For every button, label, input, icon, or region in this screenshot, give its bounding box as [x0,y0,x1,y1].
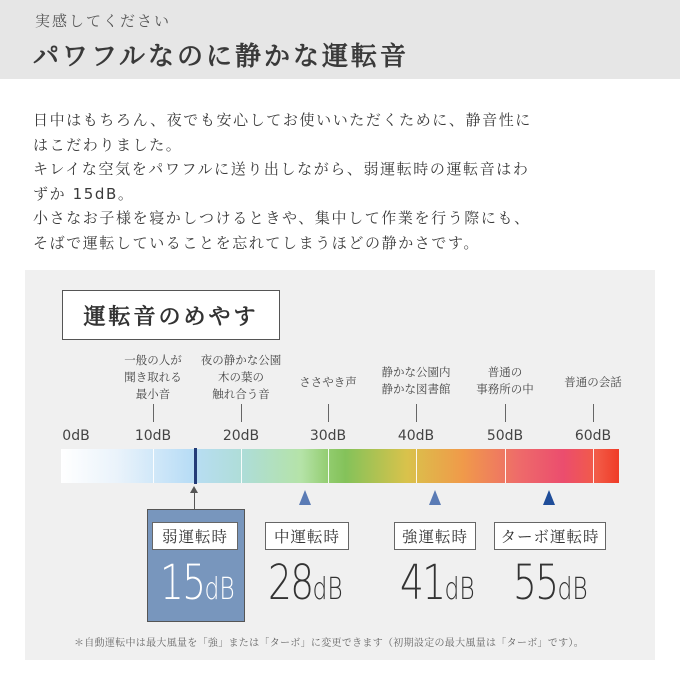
description-line: ずか 15dB。 [33,184,135,203]
scale-tick [416,404,417,422]
scale-tick [505,404,506,422]
bar-divider [416,449,417,483]
strong-mode-unit: dB [444,572,475,607]
example-line: 一般の人が [124,353,182,367]
medium-pointer-icon [299,490,311,505]
noise-guide-title: 運転音のめやす [62,290,280,340]
description-line: キレイな空気をパワフルに送り出しながら、弱運転時の運転音はわ [33,160,530,178]
bar-divider [241,449,242,483]
example-line: 触れ合う音 [212,387,270,401]
strong-mode-label: 強運転時 [394,522,476,550]
turbo-mode-value [513,555,588,611]
example-line: 普通の [487,365,523,379]
scale-label: 30dB [309,428,347,444]
footnote: ＊自動運転中は最大風量を「強」または「ターボ」に変更できます（初期設定の最大風量は「ターボ」です）。 [74,638,584,649]
scale-label: 10dB [134,428,172,444]
page-title: パワフルなのに静かな運転音 [33,42,409,72]
example-line: 木の葉の [218,370,264,384]
strong-mode-value [400,555,475,611]
noise-gradient-bar [61,449,619,483]
example-quiet-park-night [201,352,282,403]
example-line: 夜の静かな公園 [200,353,282,367]
strong-mode-number: 41 [400,555,445,611]
scale-tick [593,404,594,422]
scale-label: 40dB [397,428,435,444]
example-line: 普通の会話 [564,375,622,389]
example-minimum-audible [124,352,182,403]
scale-label: 20dB [222,428,260,444]
description-text [33,108,653,255]
medium-mode-unit: dB [312,572,343,607]
strong-pointer-icon [429,490,441,505]
example-library [382,364,451,398]
medium-mode-label: 中運転時 [265,522,349,550]
medium-mode-number: 28 [268,555,313,611]
header-subtitle: 実感してください [35,12,172,30]
description-line: 小さなお子様を寝かしつけるときや、集中して作業を行う際にも、 [33,209,531,227]
example-line: 静かな図書館 [381,382,451,396]
example-line: 最小音 [135,387,171,401]
scale-tick [153,404,154,422]
bar-divider [505,449,506,483]
weak-mode-number: 15 [160,555,205,611]
description-line: はこだわりました。 [33,135,183,154]
weak-mode-marker [194,448,197,484]
weak-connector [194,488,195,509]
medium-mode-value [268,555,343,611]
example-line: 聞き取れる [124,370,182,384]
weak-mode-label: 弱運転時 [152,522,238,550]
scale-label: 60dB [574,428,612,444]
example-line: 事務所の中 [476,382,534,396]
example-conversation [564,374,622,391]
turbo-pointer-icon [543,490,555,505]
scale-tick [241,404,242,422]
bar-divider [593,449,594,483]
scale-label: 0dB [62,428,90,444]
example-office [476,364,534,398]
example-line: ささやき声 [299,375,357,389]
turbo-mode-label: ターボ運転時 [494,522,606,550]
description-line: 日中はもちろん、夜でも安心してお使いいただくために、静音性に [33,111,532,129]
header-banner [0,0,680,79]
scale-label: 50dB [486,428,524,444]
weak-mode-value [160,555,235,611]
scale-tick [328,404,329,422]
weak-mode-unit: dB [204,572,235,607]
turbo-mode-unit: dB [557,572,588,607]
example-whisper [299,374,357,391]
turbo-mode-number: 55 [513,555,558,611]
bar-divider [153,449,154,483]
description-line: そばで運転していることを忘れてしまうほどの静かさです。 [33,233,481,252]
example-line: 静かな公園内 [381,365,451,379]
bar-divider [328,449,329,483]
